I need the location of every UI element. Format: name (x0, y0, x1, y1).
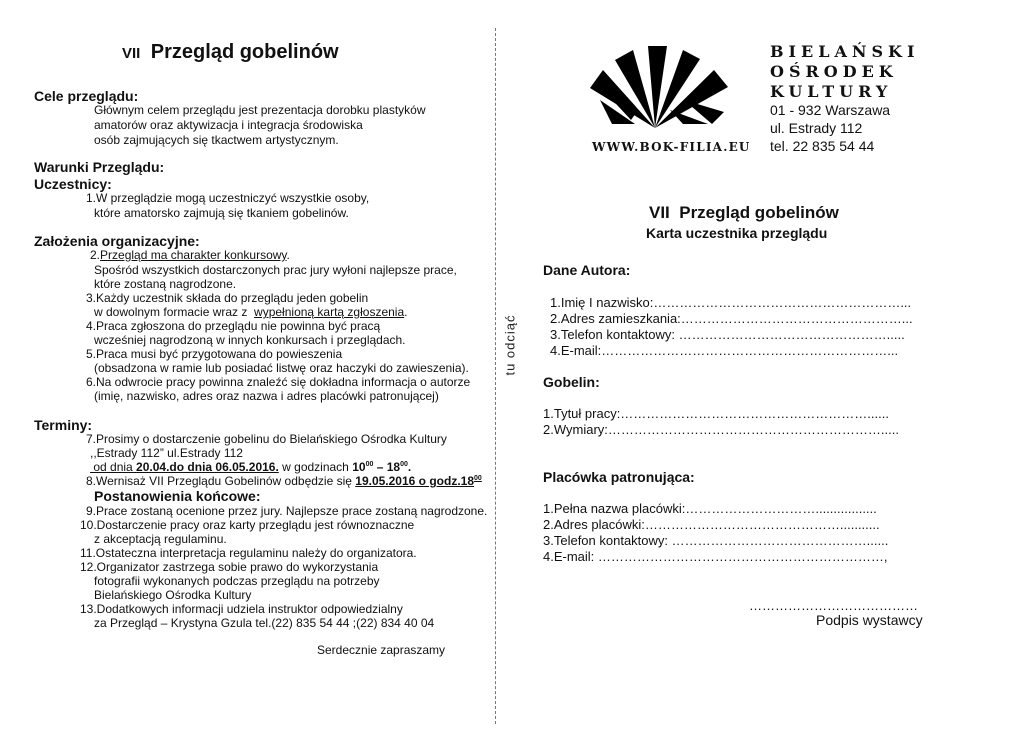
tapestry-title-field[interactable]: 1.Tytuł pracy:…………………………………………………...... (543, 406, 889, 421)
final-heading: Postanowienia końcowe: (94, 488, 261, 504)
org-line: 3.Każdy uczestnik składa do przeglądu jeden gobelin (86, 291, 369, 305)
institution-email-field[interactable]: 4.E-mail: …………………………………………………………, (543, 549, 888, 564)
institution-heading: Placówka patronująca: (543, 469, 695, 485)
form-subtitle: Karta uczestnika przeglądu (646, 225, 828, 241)
org-line (94, 305, 407, 319)
terms-text: w godzinach (278, 460, 353, 474)
terms-text: od dnia (90, 460, 137, 474)
final-line: 11.Ostateczna interpretacja regulaminu należy do organizatora. (80, 546, 417, 560)
final-line: fotografii wykonanych podczas przeglądu na potrzeby (94, 574, 380, 588)
terms-line: 7.Prosimy o dostarczenie gobelinu do Bielańskiego Ośrodka Kultury (86, 432, 447, 446)
final-line: 13.Dodatkowych informacji udziela instruktor odpowiedzialny (80, 602, 403, 616)
hour-end-minutes: 00 (400, 461, 408, 468)
final-line: za Przegląd – Krystyna Gzula tel.(22) 835 54 44 ;(22) 834 40 04 (94, 616, 435, 630)
institution-phone-field[interactable]: 3.Telefon kontaktowy: ………………………………………...... (543, 533, 889, 548)
author-email-field[interactable]: 4.E-mail:…………………………………………………………... (550, 343, 899, 358)
org-line: (obsadzona w ramie lub posiadać listwę oraz haczyki do zawieszenia). (94, 361, 469, 375)
author-name-field[interactable]: 1.Imię I nazwisko:…………………………………………………... (550, 295, 912, 310)
signature-label: Podpis wystawcy (816, 612, 923, 628)
final-line: Bielańskiego Ośrodka Kultury (94, 588, 252, 602)
fan-logo-icon (590, 40, 750, 130)
rule-number: 2. (90, 248, 101, 262)
terms-text: . (407, 460, 412, 474)
title-main: Przegląd gobelinów (150, 41, 339, 63)
hour-start-minutes: 00 (365, 461, 374, 468)
hour-end: – 18 (373, 460, 401, 474)
org-rule-2 (90, 248, 290, 262)
logo-name-line: OŚRODEK (770, 62, 898, 81)
terms-heading: Terminy: (34, 417, 93, 433)
org-line: (imię, nazwisko, adres oraz nazwa i adres placówki patronującej) (94, 389, 439, 403)
goals-line: Głównym celem przeglądu jest prezentacja dorobku plastyków (94, 103, 426, 117)
final-line: 12.Organizator zastrzega sobie prawo do wykorzystania (80, 560, 379, 574)
org-line: 5.Praca musi być przygotowana do powieszenia (86, 347, 343, 361)
hour-start: 10 (352, 460, 366, 474)
final-line: 10.Dostarczenie pracy oraz karty przeglądu jest równoznaczne (80, 518, 415, 532)
page-title (122, 41, 339, 64)
terms-dates (90, 460, 411, 474)
signature-line[interactable]: ………………………………… (749, 598, 918, 613)
form-title: VII Przegląd gobelinów (649, 203, 839, 222)
title-prefix: VII (122, 45, 141, 62)
institution-name-field[interactable]: 1.Pełna nazwa placówki:…………………………................. (543, 501, 877, 516)
terms-text: 8.Wernisaż VII Przeglądu Gobelinów odbędzie się (86, 474, 356, 488)
tapestry-size-field[interactable]: 2.Wymiary:………………………………………………………..... (543, 422, 899, 437)
tapestry-heading: Gobelin: (543, 374, 600, 390)
org-line: które zostaną nagrodzone. (94, 277, 237, 291)
org-line: wcześniej nagrodzoną w innych konkursach i przeglądach. (94, 333, 406, 347)
goals-heading: Cele przeglądu: (34, 88, 139, 104)
final-line: z akceptacją regulaminu. (94, 532, 227, 546)
org-line: Spośród wszystkich dostarczonych prac jury wyłoni najlepsze prace, (94, 263, 457, 277)
logo-website: WWW.BOK-FILIA.EU (592, 140, 751, 154)
terms-vernissage (86, 474, 482, 488)
org-line: 4.Praca zgłoszona do przeglądu nie powinna być pracą (86, 319, 381, 333)
org-text: w dowolnym formacie wraz z (94, 305, 255, 319)
closing-text: Serdecznie zapraszamy (317, 643, 446, 657)
conditions-heading: Warunki Przeglądu: (34, 159, 165, 175)
org-text: . (404, 305, 408, 319)
participants-heading: Uczestnicy: (34, 176, 112, 192)
author-phone-field[interactable]: 3.Telefon kontaktowy: …………………………………………..... (550, 327, 905, 342)
org-line: 6.Na odwrocie pracy powinna znaleźć się dokładna informacja o autorze (86, 375, 471, 389)
org-heading: Założenia organizacyjne: (34, 233, 200, 249)
logo-name-line: KULTURY (770, 82, 893, 101)
rule-dot: . (286, 248, 290, 262)
logo-name-line: BIELAŃSKI (770, 42, 920, 61)
author-address-field[interactable]: 2.Adres zamieszkania:……………………………………………... (550, 311, 913, 326)
final-line: 9.Prace zostaną ocenione przez jury. Najlepsze prace zostaną nagrodzone. (86, 504, 488, 518)
vernissage-date: 19.05.2016 o godz.18 (355, 474, 474, 488)
participants-line: 1.W przeglądzie mogą uczestniczyć wszystkie osoby, (86, 191, 370, 205)
terms-line: ,,Estrady 112” ul.Estrady 112 (90, 446, 243, 460)
cut-label: tu odciąć (502, 314, 518, 376)
form-link-text: wypełnioną kartą zgłoszenia (254, 305, 405, 319)
author-heading: Dane Autora: (543, 262, 631, 278)
logo-address: 01 - 932 Warszawa (770, 102, 891, 118)
goals-line: osób zajmujących się tkactwem artystycznym. (94, 133, 339, 147)
goals-line: amatorów oraz aktywizacja i integracja środowiska (94, 118, 363, 132)
logo-phone: tel. 22 835 54 44 (770, 138, 875, 154)
institution-address-field[interactable]: 2.Adres placówki:………………………………………........... (543, 517, 880, 532)
vernissage-minutes: 00 (474, 475, 482, 482)
delivery-dates: 20.04.do dnia 06.05.2016. (136, 460, 279, 474)
cut-line (495, 28, 496, 724)
participants-line: które amatorsko zajmują się tkaniem gobelinów. (94, 206, 349, 220)
rule-underlined-text: Przegląd ma charakter konkursowy (100, 248, 287, 262)
logo-address: ul. Estrady 112 (770, 120, 863, 136)
